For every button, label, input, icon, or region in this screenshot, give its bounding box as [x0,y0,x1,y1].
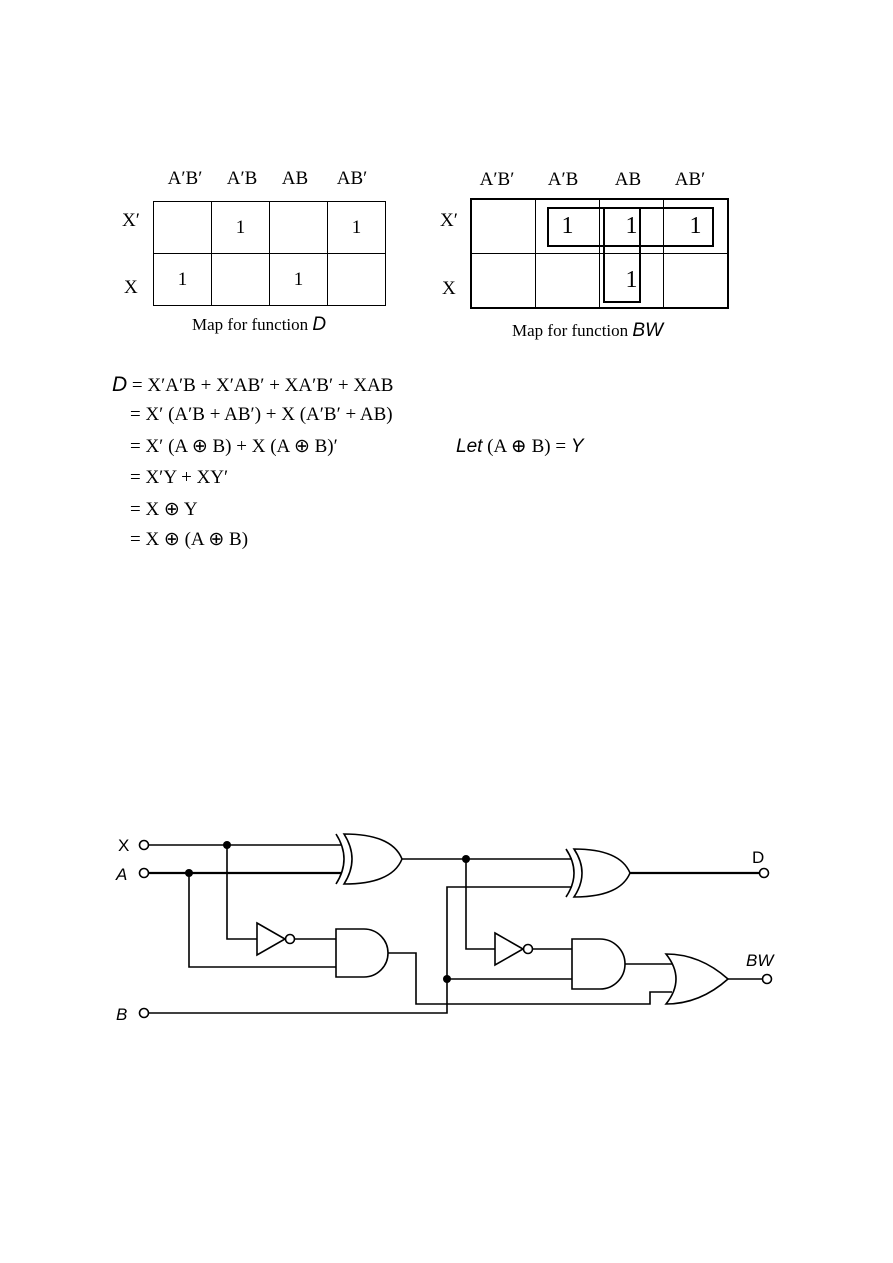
kmap-cell: 1 [600,199,664,254]
wire-y-to-not [466,859,495,949]
junction-dot [443,975,451,983]
equation-line-1 [112,373,393,397]
input-b-label: B [116,1005,128,1024]
input-x-terminal [140,841,149,850]
let-definition [456,435,584,458]
equation-line-2: = X′ (A′B + AB′) + X (A′B′ + AB) [130,404,393,425]
wire-a-to-and [189,873,336,967]
logic-circuit [0,820,893,1040]
kmap-cell: 1 [328,202,386,254]
kmap-bw-row-header: X [442,278,456,299]
equation-text: = X′A′B + X′AB′ + XA′B′ + XAB [131,375,394,396]
equation-line-5: = X ⊕ Y [130,499,198,520]
kmap-d-row-header: X′ [122,210,140,231]
input-a-label: A [116,865,128,884]
kmap-cell: 1 [664,199,729,254]
output-d-terminal [760,869,769,878]
kmap-bw-caption [512,320,663,342]
kmap-d-row-header: X [124,277,138,298]
output-d-label: D [752,848,765,867]
kmap-bw-groupings [0,0,893,400]
xor2-back-curve [566,849,574,897]
kmap-d-col-header: AB′ [336,168,368,189]
input-b-terminal [140,1009,149,1018]
and1-gate [336,929,388,977]
kmap-cell: 1 [270,254,328,306]
kmap-bw-col-header: A′B [547,169,579,190]
kmap-d-col-header: A′B [226,168,258,189]
kmap-bw-col-header: AB [614,169,642,190]
wire-x-to-not [227,845,257,939]
kmap-cell: 1 [154,254,212,306]
not2-gate [495,933,523,965]
input-x-label: X [118,836,130,855]
equation-line-3: = X′ (A ⊕ B) + X (A ⊕ B)′ [130,436,338,457]
xor1-gate [344,834,402,884]
kmap-cell: 1 [212,202,270,254]
let-expr: (A ⊕ B) = [487,436,571,457]
kmap-d-col-header: AB [281,168,309,189]
xor1-back-curve [336,834,344,884]
group-row-loop [548,208,713,246]
group-column-loop [604,208,640,302]
and2-gate [572,939,625,989]
caption-text: Map for function [192,315,309,334]
output-bw-label: BW [746,951,774,970]
junction-dot [223,841,231,849]
equation-lhs: D [112,373,128,396]
caption-text: Map for function [512,321,629,340]
kmap-bw-col-header: AB′ [674,169,706,190]
input-a-terminal [140,869,149,878]
let-var: Y [570,436,584,457]
equation-line-6: = X ⊕ (A ⊕ B) [130,529,249,550]
or-gate [666,954,728,1004]
let-word: Let [456,436,483,457]
output-bw-terminal [763,975,772,984]
junction-dot [185,869,193,877]
caption-var: BW [632,320,663,341]
kmap-cell: 1 [600,254,664,309]
kmap-cell: 1 [536,199,600,254]
xor2-gate [574,849,630,897]
not1-bubble [286,935,295,944]
kmap-bw-col-header: A′B′ [479,169,515,190]
equation-line-4: = X′Y + XY′ [130,467,229,488]
kmap-d-col-header: A′B′ [167,168,203,189]
kmap-bw-row-header: X′ [440,210,458,231]
caption-var: D [312,314,327,335]
not2-bubble [524,945,533,954]
not1-gate [257,923,285,955]
junction-dot [462,855,470,863]
